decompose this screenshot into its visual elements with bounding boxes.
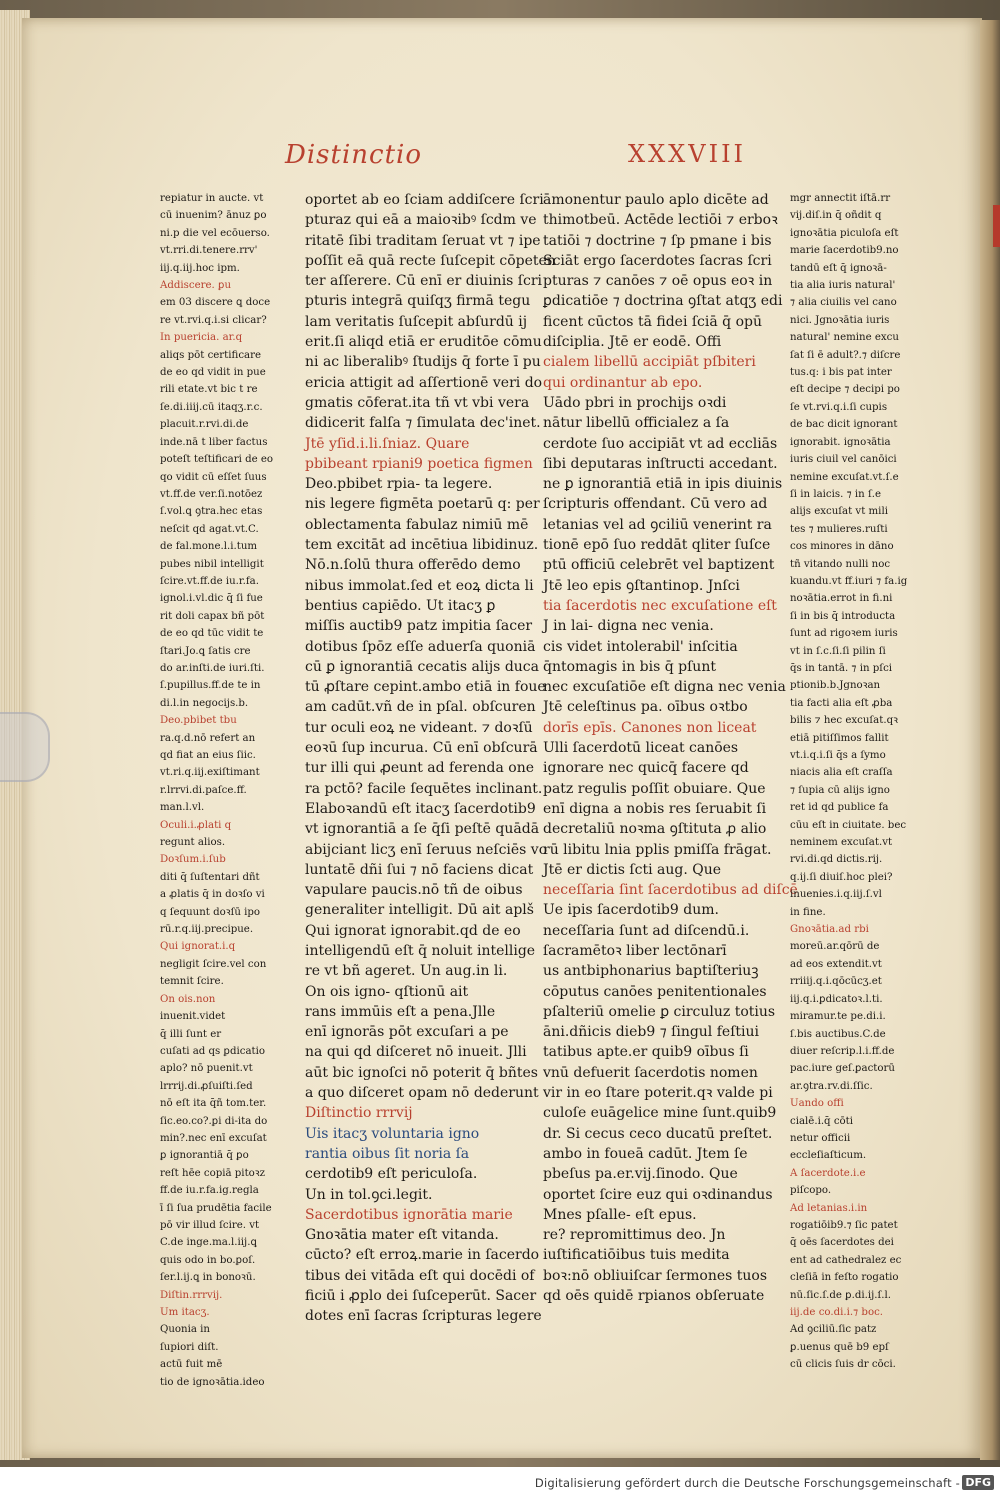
text-line: Jtē celeſtinus pa. oībus oꝛtbo: [543, 699, 748, 716]
text-line: Diſtinctio rrrvij: [305, 1105, 413, 1122]
text-line: abijciant licʒ enī ſeruus neſciēs vo: [305, 841, 548, 858]
text-line: pturaz qui eā a maioꝛibꝰ ſcdm ve: [305, 212, 537, 229]
gloss-line: regunt alios.: [160, 837, 226, 849]
gloss-line: In puericia. ar.q: [160, 332, 243, 344]
text-line: rū libitu lnia pplis pmiſſa frāgat.: [543, 841, 772, 858]
gloss-line: pō vir illud ſcire. vt: [160, 1219, 260, 1231]
text-line: āmonentur paulo aplo dicēte ad: [543, 192, 769, 208]
gloss-line: iij.q.iij.hoc ipm.: [160, 262, 240, 274]
text-line: am cadūt.vñ de in pſal. obſcuren: [305, 699, 536, 716]
gloss-line: nici. Jgnoꝛātia iuris: [790, 314, 890, 326]
gloss-line: ff.de iu.r.fa.ig.regla: [160, 1185, 259, 1197]
text-line: miſſis auctib9 patz impitia ſacer: [305, 618, 533, 635]
text-line: ritatē ſibi traditam ſeruat vt ⁊ ipe: [305, 232, 541, 249]
gloss-line: piſcopo.: [790, 1185, 832, 1197]
text-line: luntatē dñi ſui ⁊ nō faciens dicat: [305, 861, 534, 878]
red-bookmark-tab: [993, 205, 1000, 247]
gloss-line: niacis alia eſt craſſa: [790, 767, 893, 779]
text-line: nibus immolat.ſed et eoꝝ dicta li: [305, 577, 534, 594]
text-line: Elaboꝛandū eſt itacʒ ſacerdotib9: [305, 800, 536, 817]
gloss-line: re vt.rvi.q.i.si clicar?: [160, 314, 267, 326]
text-line: nātur libellū officialez a ſa: [543, 415, 730, 432]
text-line: bentius capiēdo. Ut itacʒ ꝑ: [305, 597, 496, 614]
gloss-line: ſcire.vt.ff.de iu.r.fa.: [160, 575, 259, 587]
text-line: ignorare nec quicq̄ facere qd: [543, 760, 749, 777]
text-line: aūt bic ignoſci nō poterit q̄ bñtes: [305, 1064, 538, 1081]
gloss-line: neminem excuſat.vt: [790, 837, 893, 849]
text-line: rantia oibus ſit noria ſa: [305, 1145, 470, 1162]
text-line: didicerit falſa ⁊ ſimulata dec'inet.: [305, 415, 541, 432]
text-line: enī digna a nobis res ſeruabit ſi: [543, 800, 767, 817]
text-line: rans immūis eſt a pena.Jlle: [305, 1003, 496, 1020]
gloss-column-right: [790, 190, 910, 1370]
gloss-line: ſat ſi ē adult?.⁊ diſcre: [790, 349, 901, 361]
gloss-line: placuit.r.rvi.di.de: [160, 419, 249, 431]
gloss-line: ignoꝛātia piculoſa eſt: [790, 227, 899, 239]
text-line: pbeſus pa.er.vij.ſinodo. Que: [543, 1166, 738, 1183]
text-line: Gnoꝛātia mater eſt vitanda.: [305, 1227, 499, 1244]
gloss-column-left: [160, 190, 282, 1388]
gloss-line: Ad letanias.i.in: [790, 1202, 868, 1214]
gloss-line: de eo qd tūc vidit te: [160, 628, 264, 640]
text-line: letanias vel ad ꝯciliū venerint ra: [543, 516, 772, 533]
text-line: Ue ipis ſacerdotib9 dum.: [543, 902, 719, 919]
gloss-line: tia facti alia eſt ꝓba: [790, 697, 893, 709]
gloss-line: ſi in laicis. ⁊ in ſ.e: [790, 488, 881, 500]
gloss-line: Qui ignorat.i.q: [160, 941, 236, 953]
gloss-line: miramur.te pe.di.i.: [790, 1011, 886, 1023]
text-line: ꝑdicatiōe ⁊ doctrina ꝯſtat atqʒ edi: [543, 293, 783, 310]
text-line: boꝛ:nō obliuiſcar ſermones tuos: [543, 1267, 768, 1284]
gloss-line: Deo.pbibet tbu: [160, 715, 237, 727]
gloss-line: nō eſt ita q̄ñ tom.ter.: [160, 1098, 267, 1110]
text-line: ter aſſerere. Cū enī er diuinis ſcri: [305, 273, 542, 290]
gloss-line: de bac dicit ignorant: [790, 419, 898, 431]
text-line: Jtē yſid.i.li.ſniaz. Quare: [305, 435, 470, 452]
gloss-line: vt in ſ.c.ſi.ſi pilin ſi: [790, 645, 886, 657]
gloss-line: ſupiori diſt.: [160, 1341, 219, 1353]
text-line: eoꝛū ſup incurua. Cū enī obſcurā: [305, 740, 538, 757]
text-line: Ulli ſacerdotū liceat canōes: [543, 740, 739, 757]
gloss-line: temnit ſcire.: [160, 976, 224, 988]
gloss-line: ptionib.b.Jgnoꝛan: [790, 680, 881, 692]
text-line: cis videt intolerabil' inſcitia: [543, 638, 738, 655]
gloss-line: rū.r.q.iij.precipue.: [160, 924, 254, 936]
gloss-line: rvi.di.qd dictis.rij.: [790, 854, 883, 866]
gloss-line: ꝑ ignorantiā q̄ ꝑo: [160, 1150, 249, 1162]
gloss-line: vt.ff.de ver.ſi.notōez: [160, 488, 263, 500]
text-line: vir in eo ſtare poterit.qꝛ valde pi: [543, 1085, 773, 1102]
text-line: dotes enī ſacras ſcripturas legere: [305, 1308, 542, 1325]
running-head-right: XXXVIII: [628, 140, 747, 168]
text-line: ne ꝑ ignorantiā etiā in ipis diuinis: [543, 476, 783, 493]
text-line: ra pctō? facile ſequētes inclinant.: [305, 780, 543, 797]
text-line: cōputus canōes penitentionales: [543, 983, 767, 1000]
gloss-line: alijs excuſat vt mili: [790, 506, 888, 518]
gloss-line: cuſati ad qs ꝑdicatio: [160, 1045, 266, 1057]
text-line: ſacramētoꝛ liber lectōnarī: [543, 942, 727, 959]
gloss-line: aplo? nō puenit.vt: [160, 1063, 253, 1075]
gloss-line: do ar.inſti.de iuri.ſti.: [160, 662, 265, 674]
text-line: enī ignorās pōt excuſari a pe: [305, 1024, 509, 1041]
gloss-line: de fal.mone.l.i.tum: [160, 541, 258, 553]
text-line: pturis integrā quiſqʒ firmā tegu: [305, 293, 531, 310]
dfg-logo: DFG: [962, 1475, 994, 1490]
gloss-line: min?.nec enī excuſat: [160, 1132, 267, 1144]
gloss-line: q.ij.ſi diuiſ.hoc plei?: [790, 871, 893, 883]
text-line: Jtē er dictis ſcti aug. Que: [543, 861, 722, 878]
gloss-line: inuenit.videt: [160, 1011, 226, 1023]
gloss-line: qd fiat an eius ſiic.: [160, 750, 256, 761]
gloss-line: A ſacerdote.i.e: [790, 1167, 866, 1179]
gloss-line: kuandu.vt ff.iuri ⁊ fa.ig: [790, 575, 908, 587]
text-line: vnū defuerit ſacerdotis nomen: [543, 1064, 758, 1081]
text-line: ficent cūctos tā fidei ſciā q̄ opū: [543, 313, 762, 330]
text-line: tur illi qui ꝓeunt ad ferenda one: [305, 760, 534, 777]
text-line: tia ſacerdotis nec excuſatione eſt: [543, 597, 777, 614]
gloss-line: tandū eſt q̄ ignoꝛā-: [790, 262, 887, 274]
text-line: cū ꝑ ignorantiā cecatis alijs duca: [305, 658, 539, 675]
gloss-line: de eo qd vidit in pue: [160, 367, 266, 379]
gloss-line: ra.q.d.nō refert an: [160, 732, 256, 744]
text-line: na qui qd diſceret nō inueit. Jlli: [305, 1044, 527, 1061]
gloss-line: ar.ꝯtra.rv.di.ſſic.: [790, 1080, 873, 1092]
text-line: us antbiphonarius baptiſteriuꝫ: [543, 963, 759, 980]
gloss-line: man.l.vl.: [160, 802, 205, 814]
text-line: ni ac liberalibꝰ ſtudijs q̄ forte ī pu: [305, 354, 541, 371]
text-line: pſalteriū omelie ꝑ circuluz totius: [543, 1003, 776, 1020]
gloss-line: diti q̄ ſuſtentari dñt: [160, 871, 260, 883]
text-line: tū ꝓſtare cepint.ambo etiā in foue: [305, 679, 546, 696]
text-line: re vt bñ ageret. Un aug.in li.: [305, 963, 508, 980]
gloss-line: rogatiōib9.⁊ ſic patet: [790, 1219, 898, 1231]
text-line: tibus dei vitāda eſt qui docēdi of: [305, 1267, 535, 1284]
main-text-column-right: [543, 190, 798, 1305]
gloss-line: ſic.eo.co?.ꝑi di-ita do: [160, 1115, 268, 1127]
text-line: Nō.n.ſolū thura offerēdo demo: [305, 557, 521, 574]
gloss-line: lrrrij.di.ꝓſuiſti.ſed: [160, 1080, 253, 1092]
gloss-line: rriiij.q.i.qōcūcʒ.et: [790, 976, 882, 988]
gloss-line: cūu eſt in ciuitate. bec: [790, 819, 907, 831]
gloss-line: ſ.vol.ꝗ ꝯtra.hec etas: [160, 506, 263, 518]
gloss-line: aliqs pōt certificare: [160, 349, 261, 361]
gloss-line: quis odo in bo.ꝑoſ.: [160, 1254, 256, 1266]
text-line: Sciāt ergo ſacerdotes ſacras ſcri: [543, 252, 772, 269]
footer-bar: [0, 1467, 1000, 1501]
gloss-line: q̄ illi ſunt er: [160, 1028, 222, 1040]
gloss-line: actū fuit mē: [160, 1359, 223, 1371]
gloss-line: Oculi.i.ꝓlati q: [160, 819, 232, 831]
gloss-line: vij.diſ.in q̄ oñdit q: [790, 210, 882, 222]
gloss-line: cū inuenim? ānuz ꝑo: [160, 210, 267, 222]
gloss-line: iuris ciuil vel canōici: [790, 454, 897, 466]
text-line: Uādo pbri in prochijs oꝛdi: [543, 394, 727, 411]
text-line: Jtē leo epis ꝯſtantinop. Jnſci: [543, 577, 740, 594]
gloss-line: reſt hēe copiā pitoꝛz: [160, 1167, 265, 1179]
gloss-line: vt.rri.di.tenere.rrv': [160, 245, 258, 257]
text-line: oportet ab eo ſciam addiſcere ſcri: [305, 192, 544, 208]
gloss-line: nū.ſic.ſ.de ꝑ.di.ij.ſ.l.: [790, 1289, 892, 1301]
text-line: poſſit eā quā recte ſuſcepit cōpeten: [305, 252, 556, 269]
gloss-line: eccleſiaſticum.: [790, 1150, 867, 1162]
text-line: Mnes pſalle- eſt epus.: [543, 1206, 697, 1223]
gloss-line: tus.q: i bis pat inter: [790, 367, 892, 379]
gloss-line: pac.iure geſ.ꝑactorū: [790, 1063, 895, 1075]
gloss-line: eſt decipe ⁊ decipi po: [790, 384, 900, 396]
gloss-line: ſ.bis auctibus.C.de: [790, 1028, 886, 1040]
gloss-line: cos minores in dāno: [790, 541, 894, 553]
gloss-line: ſe.di.iiij.cū itaqʒ.r.c.: [160, 401, 263, 413]
text-line: ericia attigit ad aſſertionē veri do: [305, 374, 543, 391]
gloss-line: ignol.i.vl.dic q̄ ſi fue: [160, 593, 263, 605]
text-line: qui ordinantur ab epo.: [543, 374, 703, 391]
text-line: qd oēs quidē rpianos obſeruate: [543, 1288, 765, 1305]
gloss-line: Quonia in: [160, 1324, 210, 1336]
gloss-line: cū clicis ſuis dr cōci.: [790, 1359, 896, 1371]
funding-credit: Digitalisierung gefördert durch die Deutsche Forschungsgemeinschaft -: [534, 1476, 960, 1490]
gloss-line: ni.p die vel ecōuerso.: [160, 227, 270, 239]
text-line: cialem libellū accipiāt pſbiteri: [543, 354, 756, 371]
text-line: Qui ignorat ignorabit.qd de eo: [305, 922, 521, 939]
gloss-line: in fine.: [790, 906, 826, 918]
gloss-line: moreū.ar.qōrū de: [790, 941, 880, 953]
text-line: pturas ⁊ canōes ⁊ oē opus eoꝛ in: [543, 273, 773, 290]
gloss-line: q̄s in tantā. ⁊ in pſci: [790, 662, 893, 674]
text-line: q̄ntomagis in bis q̄ pſunt: [543, 658, 716, 675]
text-line: tur oculi eoꝝ ne videant. ⁊ doꝛſū: [305, 719, 533, 736]
gloss-line: mgr annectit iſtā.rr: [790, 193, 891, 204]
gloss-line: iij.q.i.ꝑdicatoꝛ.l.ti.: [790, 993, 883, 1005]
gloss-line: diuer reſcrip.l.i.ff.de: [790, 1045, 895, 1057]
text-line: diſciplia. Jtē er eodē. Offi: [543, 334, 722, 351]
page-clip: [0, 712, 50, 782]
gloss-line: On ois.non: [160, 993, 216, 1005]
gloss-line: iij.de co.di.i.⁊ boc.: [790, 1307, 884, 1318]
gloss-line: tñ vitando nulli noc: [790, 558, 891, 570]
gloss-line: cialē.i.q̄ cōti: [790, 1115, 854, 1127]
gloss-line: Um itacʒ.: [160, 1307, 210, 1318]
text-line: neceſſaria ſint ſacerdotibus ad diſcē: [543, 882, 798, 899]
text-line: pbibeant rpiani9 poetica figmen: [305, 455, 533, 472]
gloss-line: Addiscere. ꝑu: [160, 280, 232, 292]
gloss-line: ī ſi ſua prudētia facile: [160, 1202, 272, 1214]
gloss-line: Diſtin.rrrvij.: [160, 1289, 223, 1301]
text-line: tatibus apte.er quib9 oībus ſi: [543, 1044, 749, 1061]
gloss-line: ⁊ ſupia cū alijs igno: [790, 784, 890, 796]
text-line: tem excitāt ad incētiua libidinuz.: [305, 537, 539, 554]
text-line: iuſtificatiōibus tuis medita: [543, 1247, 730, 1264]
gloss-line: neſcit qd agat.vt.C.: [160, 523, 259, 535]
text-line: cūcto? eſt erroꝝ.marie in ſacerdo: [305, 1247, 540, 1264]
gloss-line: ⁊ alia ciuilis vel cano: [790, 297, 897, 309]
text-line: Sacerdotibus ignorātia marie: [305, 1206, 513, 1223]
gloss-line: inde.nā t liber factus: [160, 436, 268, 448]
text-line: tionē epō ſuo reddāt qliter ſuſce: [543, 537, 771, 554]
gloss-line: natural' nemine excu: [790, 332, 899, 344]
gloss-line: noꝛātia.errot in fi.ni: [790, 593, 893, 605]
text-line: ptū officiū celebrēt vel baptizent: [543, 557, 775, 574]
text-line: vt ignorantiā a ſe q̄ſi peſtē quādā: [305, 821, 540, 838]
text-line: J in lai- digna nec venia.: [543, 618, 714, 635]
gloss-line: C.de inge.ma.l.iij.ꝗ: [160, 1237, 257, 1249]
text-line: ſibi deputaras inſtructi accedant.: [543, 455, 778, 472]
text-line: gmatis cōferat.ita tñ vt vbi vera: [305, 394, 530, 411]
text-line: re? repromittimus deo. Jn: [543, 1227, 726, 1244]
text-line: oblectamenta fabulaz nimiū mē: [305, 516, 529, 533]
text-line: nis legere figmēta poetarū q: per: [305, 496, 540, 513]
text-line: tatiōi ⁊ doctrine ⁊ ſp pmane i bis: [543, 232, 772, 249]
gloss-line: vt.ri.q.iij.exiſtimant: [160, 767, 260, 779]
gloss-line: tes ⁊ mulieres.ruſti: [790, 523, 888, 535]
gloss-line: ſ.pupillus.ff.de te in: [160, 680, 261, 692]
gloss-line: ret id qd publice fa: [790, 802, 889, 814]
text-line: On ois igno- qſtionū ait: [305, 983, 469, 1000]
gloss-line: bilis ⁊ hec excuſat.qꝛ: [790, 715, 898, 727]
gloss-line: ent ad cathedralez ec: [790, 1254, 902, 1266]
gloss-line: ſunt ad rigoꝛem iuris: [790, 628, 898, 640]
gloss-line: Doꝛſum.i.ſub: [160, 854, 226, 866]
gloss-line: ꝑ.uenus quē b9 epſ: [790, 1341, 889, 1353]
gloss-line: repiatur in aucte. vt: [160, 193, 264, 204]
gloss-line: a ꝓlatis q̄ in doꝛſo vi: [160, 889, 265, 901]
gloss-line: q̄ oēs ſacerdotes dei: [790, 1237, 894, 1249]
gloss-line: q ſequunt doꝛſū ipo: [160, 906, 261, 918]
gloss-line: Ad ꝯciliū.ſic patz: [790, 1324, 877, 1336]
text-line: vapulare paucis.nō tñ de oibus: [305, 882, 523, 899]
text-line: āni.dñicis dieb9 ⁊ ſingul feſtiui: [543, 1024, 759, 1041]
text-line: Deo.pbibet rpia- ta legere.: [305, 476, 493, 493]
gloss-line: marie ſacerdotib9.no: [790, 245, 899, 257]
gloss-line: em 03 discere ꝗ doce: [160, 297, 271, 309]
text-line: culoſe euāgelice mine ſunt.quib9: [543, 1105, 777, 1122]
text-line: decretaliū noꝛma ꝯſtituta ꝓ alio: [543, 821, 767, 838]
gloss-line: netur officii: [790, 1132, 851, 1144]
gloss-line: ſer.l.ij.ꝗ in bonoꝛū.: [160, 1272, 256, 1284]
gloss-line: nemine excuſat.vt.ſ.e: [790, 471, 899, 483]
gloss-line: inuenies.i.q.iij.ſ.vl: [790, 889, 882, 901]
gloss-line: qo vidit cū eſſet ſuus: [160, 471, 267, 483]
gloss-line: pubes nibil intelligit: [160, 558, 264, 570]
text-line: cerdote ſuo accipiāt vt ad eccliās: [543, 435, 778, 452]
text-line: a quo diſceret opam nō dederunt: [305, 1085, 539, 1102]
gloss-line: poteſt teſtificari de eo: [160, 454, 274, 466]
gloss-line: ſe vt.rvi.q.i.ſi cupis: [790, 401, 888, 413]
gloss-line: etiā pitiſſimos fallit: [790, 732, 889, 744]
text-line: lam veritatis ſuſcepit abſurdū ij: [305, 313, 528, 330]
text-line: ficiū i ꝓplo dei ſuſceperūt. Sacer: [305, 1288, 537, 1305]
gloss-line: Gnoꝛātia.ad rbi: [790, 924, 869, 936]
text-line: Un in tol.ꝯci.legit.: [305, 1186, 433, 1203]
gloss-line: rit doli capax bñ pōt: [160, 610, 265, 622]
text-line: dotibus ſpōz eſſe aduerſa quoniā: [305, 638, 536, 655]
text-line: Uis itacʒ voluntaria igno: [305, 1125, 480, 1142]
text-line: intelligendū eſt q̄ noluit intellige: [305, 942, 536, 959]
text-line: dorīs epīs. Canones non liceat: [543, 719, 757, 736]
gloss-line: cleſiā in feſto rogatio: [790, 1272, 899, 1284]
gloss-line: r.lrrvi.di.paſce.ff.: [160, 784, 247, 796]
text-line: generaliter intelligit. Dū ait aplš: [305, 902, 534, 919]
gloss-line: di.l.in negocijs.b.: [160, 697, 249, 709]
gloss-line: tio de ignoꝛātia.ideo: [160, 1376, 265, 1388]
text-line: ambo in foueā cadūt. Jtem ſe: [543, 1145, 748, 1162]
gloss-line: ſtari.Jo.ꝗ ſatis cre: [160, 645, 251, 657]
gloss-line: Uando offi: [790, 1098, 844, 1110]
text-line: dr. Si cecus ceco ducatū preſtet.: [543, 1125, 773, 1142]
running-head-left: Distinctio: [285, 140, 422, 170]
text-line: thimotbeū. Actēde lectiōi ⁊ erboꝛ: [543, 212, 778, 229]
text-line: ſcripturis offendant. Cū vero ad: [543, 496, 768, 513]
gloss-line: negligit ſcire.vel con: [160, 958, 267, 970]
text-line: oportet ſcire euz qui oꝛdinandus: [543, 1186, 773, 1203]
gloss-line: rili etate.vt bic t re: [160, 384, 258, 396]
gloss-line: ad eos extendit.vt: [790, 958, 882, 970]
gloss-line: ſi in bis q̄ introducta: [790, 610, 896, 622]
gloss-line: tia alia iuris natural': [790, 280, 896, 292]
gloss-line: vt.i.q.i.ſi q̄s a ſymo: [790, 750, 886, 761]
text-line: patz regulis poſſit obuiare. Que: [543, 780, 766, 797]
main-text-column-left: [305, 190, 556, 1325]
text-line: cerdotib9 eſt periculoſa.: [305, 1166, 478, 1183]
text-line: erit.ſi aliqd etiā er eruditōe cōmu: [305, 334, 542, 351]
text-line: neceſſaria ſunt ad diſcendū.i.: [543, 922, 750, 939]
text-line: nec excuſatiōe eſt digna nec venia: [543, 679, 786, 696]
gloss-line: ignorabit. ignoꝛātia: [790, 436, 891, 448]
